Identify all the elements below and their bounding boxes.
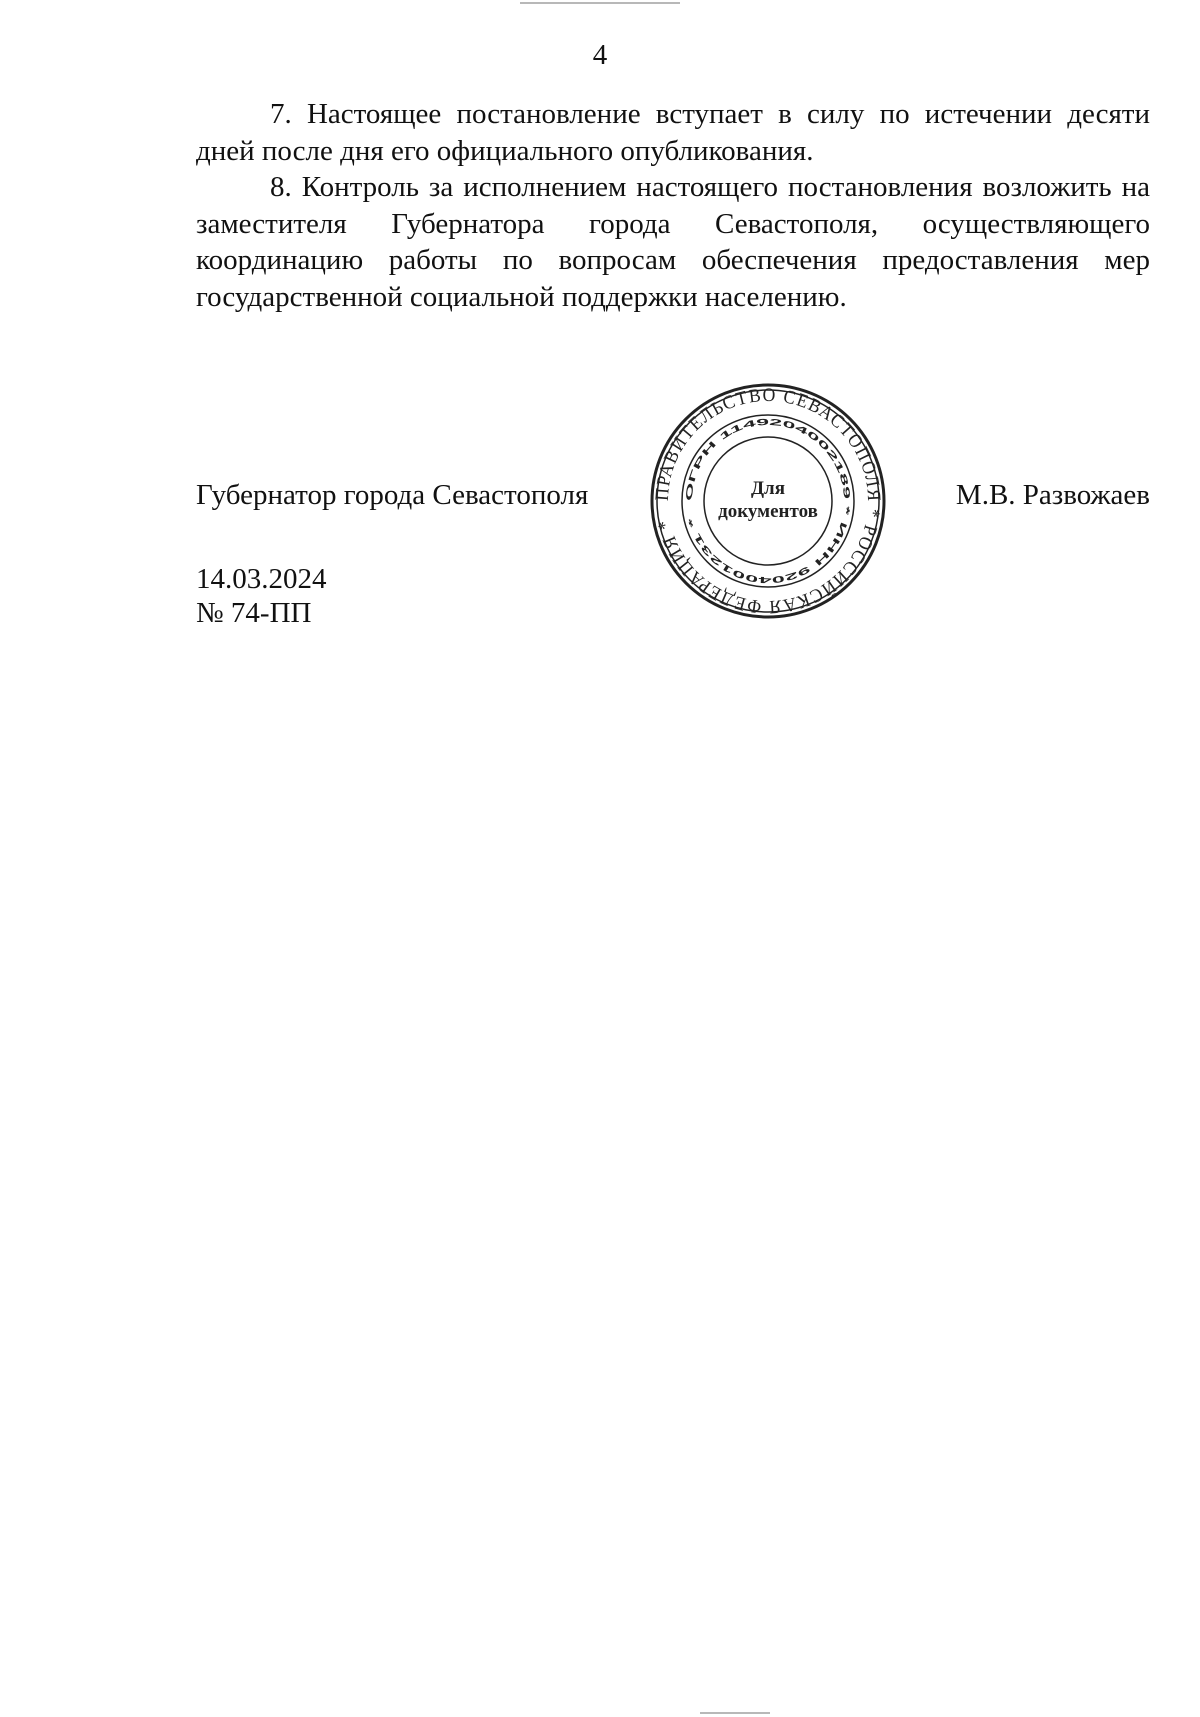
page-number: 4 xyxy=(592,39,608,71)
seal-inner-ring-text: ОГРН 1149204002189 * ИНН 9204001231 * xyxy=(683,416,853,586)
document-date: 14.03.2024 xyxy=(196,563,327,595)
signatory-name: М.В. Развожаев xyxy=(955,479,1150,511)
seal-center-line-2: документов xyxy=(718,501,818,522)
document-body xyxy=(196,96,1150,315)
seal-outer-ring-text: ПРАВИТЕЛЬСТВО СЕВАСТОПОЛЯ * РОССИЙСКАЯ ФЕДЕРАЦИЯ * xyxy=(651,384,885,618)
document-meta xyxy=(196,562,327,630)
official-seal-stamp xyxy=(648,381,888,621)
paragraph-8: 8. Контроль за исполнением настоящего постановления возложить на заместителя Губернатора города Севастополя, осуществляющего координацию работы по вопросам обеспечения предоставления мер государственной социальной поддержки населению. xyxy=(196,171,1150,313)
seal-center-line-1: Для xyxy=(750,478,786,499)
signatory-position: Губернатор города Севастополя xyxy=(196,479,589,511)
scan-artifact-bottom xyxy=(700,1712,770,1714)
paragraph-7: 7. Настоящее постановление вступает в силу по истечении десяти дней после дня его официального опубликования. xyxy=(196,98,1150,167)
document-number: № 74-ПП xyxy=(196,597,312,629)
scan-artifact-top xyxy=(520,2,680,4)
